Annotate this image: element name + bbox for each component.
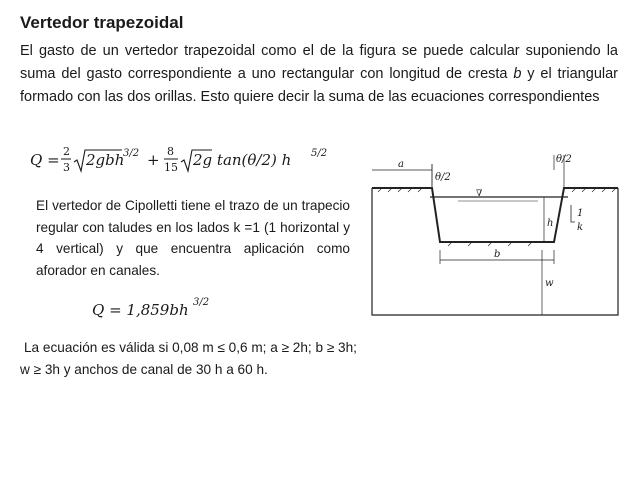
- cipolletti-paragraph: El vertedor de Cipolletti tiene el trazo de un trapecio regular con taludes en los lados k =1 (1 horizontal y 4 vertical) y que encuentra aplicación como aforador en canales.: [36, 198, 350, 278]
- trapezoidal-weir-diagram: [368, 150, 620, 320]
- label-b: b: [494, 249, 501, 260]
- label-a: a: [398, 159, 404, 170]
- label-theta-left: θ/2: [435, 172, 451, 183]
- intro-text-1: El gasto de un vertedor trapezoidal como el de la figura se puede calcular suponiendo la suma del gasto correspondiente a uno rectangular con longitud de cresta: [20, 43, 618, 82]
- validity-line-2: w ≥ 3h y anchos de canal de 30 h a 60 h.: [20, 362, 268, 377]
- label-h: h: [547, 218, 554, 229]
- intro-text-2: y el triangular formado con las dos orillas. Esto quiere decir la suma de las ecuaciones correspondientes: [20, 66, 618, 105]
- eq1-lhs: Q =: [30, 151, 60, 169]
- eq1-exp2: 5/2: [311, 148, 328, 159]
- slope-triangle: [571, 205, 575, 222]
- eq1-frac2-num: 8: [167, 145, 174, 158]
- label-theta-right: θ/2: [556, 154, 572, 165]
- eq1-exp1: 3/2: [123, 148, 140, 159]
- label-k: k: [577, 222, 584, 233]
- trapezoidal-equation: [30, 140, 330, 180]
- eq1-term1: 2gbh: [86, 151, 125, 169]
- eq1-plus: +: [147, 151, 160, 169]
- page-title: Vertedor trapezoidal: [20, 13, 184, 32]
- eq1-frac1-num: 2: [63, 145, 70, 158]
- eq1-term2: 2g tan(θ/2) h: [193, 151, 292, 169]
- intro-var-b: b: [513, 66, 522, 82]
- eq2-lhs: Q = 1,859bh: [92, 301, 189, 319]
- label-one: 1: [577, 208, 584, 219]
- validity-line-1: La ecuación es válida si 0,08 m ≤ 0,6 m; a ≥ 2h; b ≥ 3h;: [24, 340, 357, 355]
- eq2-exp: 3/2: [193, 297, 210, 308]
- label-w: w: [545, 278, 554, 289]
- eq1-frac1-den: 3: [63, 161, 70, 174]
- intro-paragraph: [20, 40, 618, 109]
- cipolletti-equation: [92, 290, 242, 326]
- eq1-frac2-den: 15: [164, 161, 178, 174]
- water-surface-icon: ∇: [476, 189, 483, 199]
